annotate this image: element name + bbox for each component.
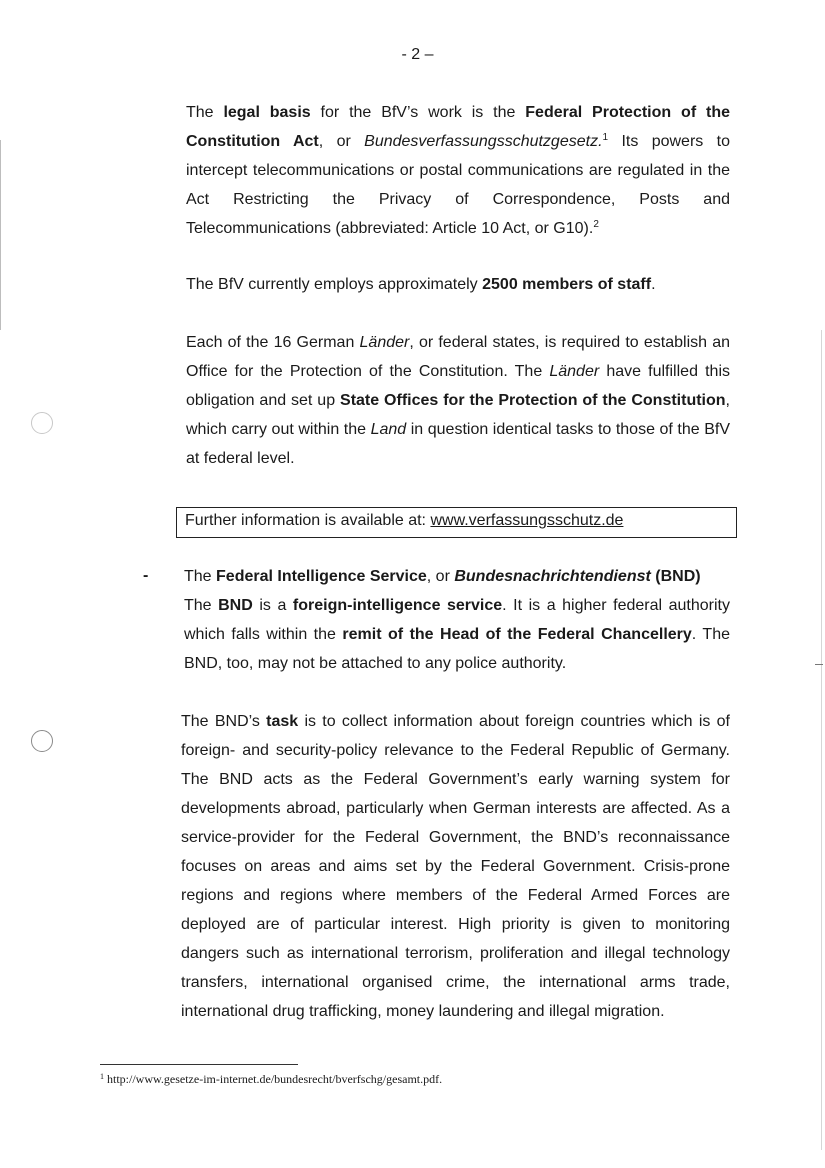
- footnote: [100, 1071, 442, 1087]
- italic-text: Land: [370, 421, 407, 438]
- scan-edge-right: [821, 330, 822, 1150]
- footnote-ref: 1: [602, 132, 609, 143]
- text: , or: [426, 568, 455, 585]
- text: is a: [252, 597, 293, 614]
- info-label: Further information is available at:: [185, 512, 431, 529]
- paragraph-legal-basis: [186, 98, 730, 243]
- footnote-marker: 1: [100, 1072, 104, 1081]
- text: The BfV currently employs approximately: [186, 276, 483, 293]
- bold-text: legal basis: [223, 104, 311, 121]
- text: in question identical tasks to those of the BfV at federal level.: [186, 421, 731, 467]
- text: have fulfilled this obligation and set up: [186, 363, 730, 409]
- bold-text: remit of the Head of the Federal Chancellery: [342, 626, 692, 643]
- paragraph-laender: [186, 328, 730, 473]
- text: , or: [318, 133, 365, 150]
- text: Its powers to intercept telecommunications or postal communications are regulated in the Act Restricting the Privacy of Correspondence, Posts and Telecommunications (abbreviated: Article 10 Act, or G10).: [186, 133, 730, 237]
- text: . The BND, too, may not be attached to any police authority.: [184, 626, 730, 672]
- paragraph-staff: [186, 270, 730, 299]
- punch-hole-icon: [31, 730, 53, 752]
- info-box: [176, 507, 737, 538]
- footnote-text: http://www.gesetze-im-internet.de/bundesrecht/bverfschg/gesamt.pdf.: [104, 1072, 443, 1086]
- scan-edge-tick: [815, 664, 823, 665]
- text: The: [186, 104, 224, 121]
- bold-text: BND: [218, 597, 253, 614]
- italic-text: Länder: [549, 363, 600, 380]
- bold-italic-text: Bundesnachrichtendienst: [454, 568, 651, 585]
- text: , or federal states, is required to establish an Office for the Protection of the Constitution. The: [186, 334, 730, 380]
- italic-text: Bundesverfassungsschutzgesetz.: [364, 133, 603, 150]
- info-box-text: [185, 511, 623, 531]
- text: The: [184, 568, 217, 585]
- footnote-ref: 2: [593, 219, 599, 230]
- scan-edge-left: [0, 140, 1, 330]
- paragraph-bnd-intro: [184, 562, 730, 678]
- text: The BND’s: [181, 713, 267, 730]
- punch-hole-icon: [31, 412, 53, 434]
- footnote-divider: [100, 1064, 298, 1065]
- text: Each of the 16 German: [186, 334, 360, 351]
- bold-text: 2500 members of staff: [482, 276, 652, 293]
- text: , which carry out within the: [186, 392, 730, 438]
- text: The: [184, 597, 219, 614]
- bold-text: (BND): [650, 568, 701, 585]
- bold-text: foreign-intelligence service: [292, 597, 503, 614]
- list-marker: -: [143, 567, 149, 584]
- text: .: [651, 276, 656, 293]
- bold-text: State Offices for the Protection of the Constitution: [340, 392, 726, 409]
- italic-text: Länder: [359, 334, 410, 351]
- bold-text: task: [266, 713, 299, 730]
- text: for the BfV’s work is the: [310, 104, 526, 121]
- bold-text: Federal Protection of the Constitution Act: [186, 104, 731, 150]
- text: is to collect information about foreign countries which is of foreign- and security-policy relevance to the Federal Republic of Germany. The BND acts as the Federal Government’s early warning system for developments abroad, particularly when German interests are affected. As a service-provider for the Federal Government, the BND’s reconnaissance focuses on areas and aims set by the Federal Government. Crisis-prone regions and regions where members of the Federal Armed Forces are deployed are of particular interest. High priority is given to monitoring dangers such as international terrorism, proliferation and illegal technology transfers, international organised crime, the international arms trade, international drug trafficking, money laundering and illegal migration.: [181, 713, 730, 1020]
- bold-text: Federal Intelligence Service: [216, 568, 427, 585]
- text: . It is a higher federal authority which falls within the: [184, 597, 730, 643]
- paragraph-bnd-task: [181, 707, 730, 1026]
- website-link[interactable]: www.verfassungsschutz.de: [430, 512, 624, 529]
- page-number: - 2 –: [401, 46, 434, 63]
